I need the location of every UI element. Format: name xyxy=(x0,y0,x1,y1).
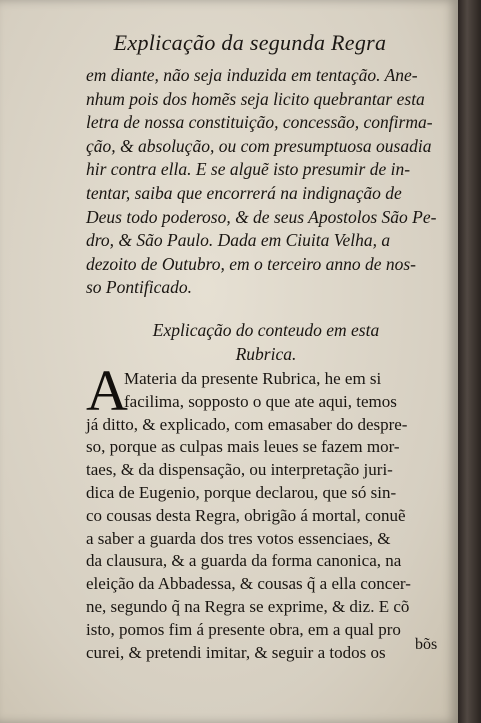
text-line: dro, & São Paulo. Dada em Ciuita Velha, a xyxy=(86,230,391,251)
text-line: dica de Eugenio, porque declarou, que só sin- xyxy=(86,482,397,502)
section-heading-line: Rubrica. xyxy=(235,344,297,364)
text-line: isto, pomos fim á presente obra, em a qual pro xyxy=(86,619,401,639)
italic-body-text xyxy=(86,64,446,300)
text-line: co cousas desta Regra, obrigão á mortal, conuẽ xyxy=(86,505,406,525)
text-line: a saber a guarda dos tres votos essenciaes, & xyxy=(86,528,391,548)
text-line: ção, & absolução, ou com presumptuosa ousadia xyxy=(86,135,432,156)
text-line: da clausura, & a guarda da forma canonica, na xyxy=(86,551,402,571)
text-line: taes, & da dispensação, ou interpretação juri- xyxy=(86,460,393,480)
text-line: Deus todo poderoso, & de seus Apostolos São Pe- xyxy=(86,206,437,227)
text-line: em diante, não seja induzida em tentação. Ane- xyxy=(86,65,418,85)
text-line: so Pontificado. xyxy=(86,277,192,298)
text-line: já ditto, & explicado, com emasaber do despre- xyxy=(86,414,408,434)
drop-cap: A xyxy=(86,358,128,423)
catchword: bõs xyxy=(415,636,438,653)
roman-body-text xyxy=(86,358,448,664)
text-line: Materia da presente Rubrica, he em si xyxy=(124,369,382,388)
text-line: dezoito de Outubro, em o terceiro anno de nos- xyxy=(86,253,417,274)
text-line: hir contra ella. E se alguẽ isto presumir de in- xyxy=(86,159,411,180)
text-line: facilima, sopposto o que ate aqui, temos xyxy=(124,391,397,411)
running-header: Explicação da segunda Regra xyxy=(113,30,387,55)
text-line: so, porque as culpas mais leues se fazem mor- xyxy=(86,437,400,457)
text-line: ne, segundo q̃ na Regra se exprime, & diz. E cõ xyxy=(86,596,410,616)
text-line: nhum pois dos homẽs seja licito quebrantar esta xyxy=(86,88,425,109)
text-line: eleição da Abbadessa, & cousas q̃ a ella concer- xyxy=(86,574,411,594)
page-edge-shadow xyxy=(458,0,481,723)
section-heading xyxy=(86,318,446,366)
text-line: curei, & pretendi imitar, & seguir a todos os xyxy=(86,642,386,662)
text-line: letra de nossa constituição, concessão, confirma- xyxy=(86,112,433,133)
section-heading-line: Explicação do conteudo em esta xyxy=(152,320,380,340)
text-line: tentar, saiba que encorrerá na indignação de xyxy=(86,182,402,203)
